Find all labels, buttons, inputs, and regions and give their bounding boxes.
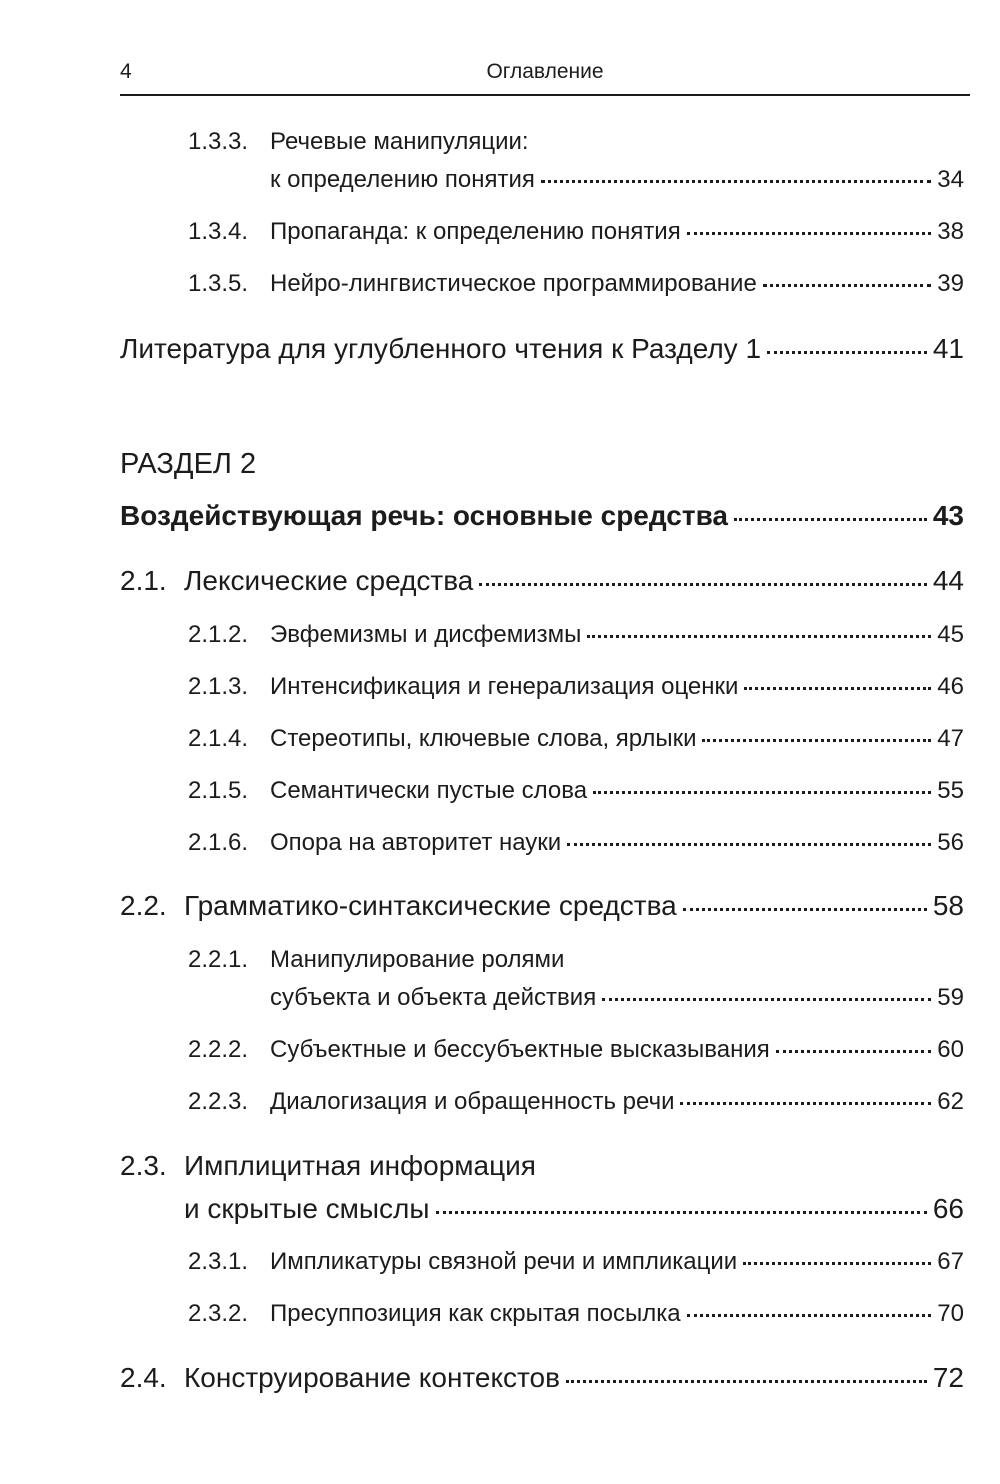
toc-entry-part-2[interactable] bbox=[120, 500, 964, 532]
toc-entry-2-2[interactable] bbox=[120, 890, 964, 922]
toc-entry-title: Манипулирование ролями bbox=[270, 946, 565, 973]
page-number: 4 bbox=[120, 60, 132, 83]
toc-entry-number: 2.3. bbox=[120, 1150, 167, 1181]
dot-leader bbox=[541, 180, 931, 183]
dot-leader bbox=[593, 791, 931, 794]
toc-entry-title: Конструирование контекстов bbox=[184, 1362, 561, 1393]
toc-entry-page: 67 bbox=[937, 1248, 964, 1275]
toc-entry-page: 45 bbox=[937, 621, 964, 648]
toc-entry-number: 2.3.2. bbox=[188, 1300, 249, 1327]
toc-entry-page: 70 bbox=[937, 1300, 964, 1327]
toc-entry-title: Лексические средства bbox=[184, 565, 474, 596]
toc-entry-number: 2.2.2. bbox=[188, 1036, 249, 1063]
dot-leader bbox=[687, 232, 932, 235]
toc-entry-2-2-1-line2[interactable] bbox=[270, 984, 964, 1012]
dot-leader bbox=[479, 583, 926, 586]
toc-entry-number: 2.1.2. bbox=[188, 621, 249, 648]
toc-entry-1-3-4[interactable] bbox=[188, 218, 964, 246]
dot-leader bbox=[587, 635, 931, 638]
toc-entry-2-1-2[interactable] bbox=[188, 621, 964, 649]
toc-entry-page: 56 bbox=[937, 829, 964, 856]
dot-leader bbox=[680, 1102, 931, 1105]
toc-entry-title: Субъектные и бессубъектные высказывания bbox=[270, 1036, 770, 1063]
toc-entry-2-1-4[interactable] bbox=[188, 725, 964, 753]
toc-entry-title: Литература для углубленного чтения к Разделу 1 bbox=[120, 333, 762, 364]
toc-entry-page: 58 bbox=[932, 890, 964, 921]
toc-entry-2-3-1[interactable] bbox=[188, 1248, 964, 1276]
dot-leader bbox=[436, 1211, 927, 1214]
toc-entry-2-3-line1[interactable] bbox=[120, 1150, 968, 1182]
toc-entry-page: 44 bbox=[932, 565, 964, 596]
toc-entry-number: 1.3.5. bbox=[188, 270, 249, 297]
toc-entry-title: Пресуппозиция как скрытая посылка bbox=[270, 1300, 681, 1327]
toc-entry-title: Стереотипы, ключевые слова, ярлыки bbox=[270, 725, 697, 752]
toc-entry-page: 66 bbox=[932, 1193, 964, 1224]
toc-entry-number: 2.1. bbox=[120, 565, 167, 596]
toc-entry-title: и скрытые смыслы bbox=[184, 1193, 430, 1224]
toc-entry-number: 2.4. bbox=[120, 1362, 167, 1393]
dot-leader bbox=[702, 739, 931, 742]
toc-entry-page: 38 bbox=[937, 218, 964, 245]
toc-entry-page: 59 bbox=[937, 984, 964, 1011]
toc-entry-2-1-3[interactable] bbox=[188, 673, 964, 701]
toc-entry-title: Эвфемизмы и дисфемизмы bbox=[270, 621, 582, 648]
part-label: РАЗДЕЛ 2 bbox=[120, 448, 257, 480]
toc-entry-number: 1.3.3. bbox=[188, 128, 249, 155]
toc-entry-1-3-5[interactable] bbox=[188, 270, 964, 298]
toc-entry-page: 41 bbox=[932, 333, 964, 364]
dot-leader bbox=[687, 1314, 932, 1317]
dot-leader bbox=[776, 1050, 932, 1053]
toc-entry-title: Воздействующая речь: основные средства bbox=[120, 500, 728, 531]
toc-entry-2-1-5[interactable] bbox=[188, 777, 964, 805]
toc-entry-page: 62 bbox=[937, 1088, 964, 1115]
toc-entry-2-3-line2[interactable] bbox=[184, 1193, 964, 1225]
toc-entry-page: 46 bbox=[937, 673, 964, 700]
toc-entry-page: 39 bbox=[937, 270, 964, 297]
toc-entry-title: Нейро-лингвистическое программирование bbox=[270, 270, 757, 297]
toc-entry-number: 2.3.1. bbox=[188, 1248, 249, 1275]
toc-entry-number: 2.1.3. bbox=[188, 673, 249, 700]
dot-leader bbox=[744, 687, 931, 690]
toc-entry-page: 43 bbox=[932, 500, 964, 531]
toc-entry-1-3-3-line2[interactable] bbox=[270, 166, 964, 194]
toc-entry-page: 72 bbox=[932, 1362, 964, 1393]
dot-leader bbox=[602, 998, 931, 1001]
dot-leader bbox=[567, 843, 931, 846]
toc-entry-number: 2.1.6. bbox=[188, 829, 249, 856]
toc-entry-2-2-1-line1[interactable] bbox=[188, 946, 968, 974]
dot-leader bbox=[734, 518, 927, 521]
toc-entry-number: 2.2.1. bbox=[188, 946, 249, 973]
toc-entry-title: Пропаганда: к определению понятия bbox=[270, 218, 681, 245]
toc-entry-title: Речевые манипуляции: bbox=[270, 128, 529, 155]
toc-entry-page: 60 bbox=[937, 1036, 964, 1063]
toc-entry-page: 47 bbox=[937, 725, 964, 752]
toc-entry-number: 2.2. bbox=[120, 890, 167, 921]
toc-entry-number: 2.1.5. bbox=[188, 777, 249, 804]
toc-entry-page: 55 bbox=[937, 777, 964, 804]
dot-leader bbox=[566, 1380, 927, 1383]
toc-entry-1-3-3-line1[interactable] bbox=[188, 128, 968, 156]
toc-entry-literature-1[interactable] bbox=[120, 333, 964, 365]
toc-entry-title: субъекта и объекта действия bbox=[270, 984, 597, 1011]
toc-entry-page: 34 bbox=[937, 166, 964, 193]
toc-entry-number: 2.2.3. bbox=[188, 1088, 249, 1115]
toc-entry-2-3-2[interactable] bbox=[188, 1300, 964, 1328]
toc-entry-2-2-2[interactable] bbox=[188, 1036, 964, 1064]
toc-entry-title: Опора на авторитет науки bbox=[270, 829, 562, 856]
toc-entry-title: Семантически пустые слова bbox=[270, 777, 588, 804]
toc-entry-title: Импликатуры связной речи и импликации bbox=[270, 1248, 738, 1275]
toc-entry-number: 1.3.4. bbox=[188, 218, 249, 245]
toc-entry-title: к определению понятия bbox=[270, 166, 535, 193]
toc-entry-title: Имплицитная информация bbox=[184, 1150, 536, 1181]
toc-entry-number: 2.1.4. bbox=[188, 725, 249, 752]
toc-entry-2-1-6[interactable] bbox=[188, 829, 964, 857]
dot-leader bbox=[763, 284, 931, 287]
toc-entry-2-4[interactable] bbox=[120, 1362, 964, 1394]
toc-entry-title: Интенсификация и генерализация оценки bbox=[270, 673, 739, 700]
toc-entry-title: Диалогизация и обращенность речи bbox=[270, 1088, 675, 1115]
dot-leader bbox=[743, 1262, 931, 1265]
toc-entry-title: Грамматико-синтаксические средства bbox=[184, 890, 677, 921]
running-title: Оглавление bbox=[486, 60, 604, 83]
toc-entry-2-2-3[interactable] bbox=[188, 1088, 964, 1116]
toc-entry-2-1[interactable] bbox=[120, 565, 964, 597]
dot-leader bbox=[683, 908, 927, 911]
dot-leader bbox=[767, 351, 927, 354]
